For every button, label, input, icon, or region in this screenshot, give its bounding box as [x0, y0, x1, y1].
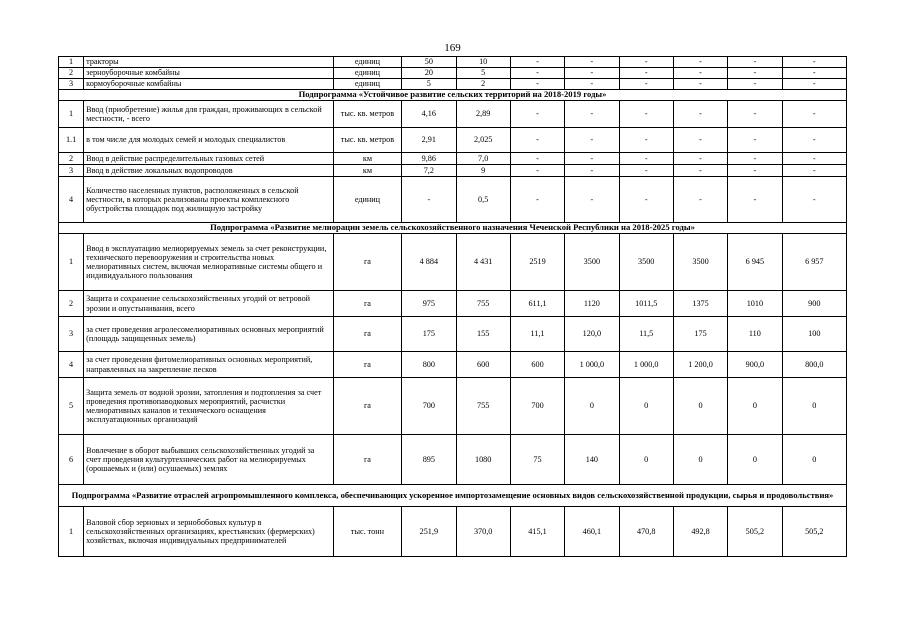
table-row: [59, 128, 847, 153]
value-cell: -: [728, 57, 782, 68]
value-cell: 0: [619, 435, 673, 485]
value-cell: 460,1: [565, 507, 619, 557]
value-cell: -: [565, 79, 619, 90]
value-cell: -: [782, 101, 846, 128]
value-cell: 900: [782, 291, 846, 317]
row-number: 1: [59, 507, 84, 557]
value-cell: 4 884: [402, 234, 456, 291]
value-cell: 110: [728, 317, 782, 352]
value-cell: -: [510, 79, 564, 90]
value-cell: 4 431: [456, 234, 510, 291]
indicator-name: Вовлечение в оборот выбывших сельскохозяйственных угодий за счет проведения культуртехнических работ на мелиорируемых (орошаемых и (или) осушаемых) землях: [84, 435, 334, 485]
value-cell: 11,5: [619, 317, 673, 352]
row-number: 3: [59, 165, 84, 177]
value-cell: 175: [673, 317, 727, 352]
value-cell: 175: [402, 317, 456, 352]
value-cell: 3500: [565, 234, 619, 291]
table-row: [59, 153, 847, 165]
indicator-name: за счет проведения фитомелиоративных основных мероприятий, направленных на закрепление песков: [84, 352, 334, 378]
unit-cell: га: [333, 317, 401, 352]
value-cell: -: [673, 79, 727, 90]
value-cell: -: [619, 153, 673, 165]
value-cell: -: [565, 177, 619, 223]
value-cell: 251,9: [402, 507, 456, 557]
value-cell: 1010: [728, 291, 782, 317]
table-row: [59, 435, 847, 485]
value-cell: 415,1: [510, 507, 564, 557]
value-cell: 1375: [673, 291, 727, 317]
indicator-name: Валовой сбор зерновых и зернобобовых культур в сельскохозяйственных организациях, крестьянских (фермерских) хозяйствах, включая индивидуальных предпринимателей: [84, 507, 334, 557]
value-cell: 700: [402, 378, 456, 435]
value-cell: 9,86: [402, 153, 456, 165]
value-cell: -: [728, 177, 782, 223]
value-cell: -: [728, 79, 782, 90]
value-cell: 370,0: [456, 507, 510, 557]
unit-cell: га: [333, 378, 401, 435]
section-header-row: [59, 485, 847, 507]
value-cell: 140: [565, 435, 619, 485]
value-cell: -: [782, 68, 846, 79]
value-cell: -: [673, 128, 727, 153]
row-number: 1: [59, 234, 84, 291]
value-cell: 470,8: [619, 507, 673, 557]
unit-cell: единиц: [333, 68, 401, 79]
value-cell: 755: [456, 291, 510, 317]
value-cell: -: [510, 68, 564, 79]
value-cell: 600: [510, 352, 564, 378]
unit-cell: тыс. тонн: [333, 507, 401, 557]
table-row: [59, 291, 847, 317]
value-cell: 1 200,0: [673, 352, 727, 378]
value-cell: 975: [402, 291, 456, 317]
value-cell: -: [673, 68, 727, 79]
unit-cell: единиц: [333, 79, 401, 90]
value-cell: 0: [728, 378, 782, 435]
value-cell: 611,1: [510, 291, 564, 317]
value-cell: 0: [782, 378, 846, 435]
value-cell: -: [510, 101, 564, 128]
value-cell: 10: [456, 57, 510, 68]
value-cell: 7,0: [456, 153, 510, 165]
value-cell: -: [565, 101, 619, 128]
value-cell: 75: [510, 435, 564, 485]
value-cell: -: [728, 68, 782, 79]
value-cell: -: [510, 57, 564, 68]
value-cell: -: [782, 153, 846, 165]
value-cell: -: [673, 177, 727, 223]
value-cell: 120,0: [565, 317, 619, 352]
value-cell: 2,025: [456, 128, 510, 153]
value-cell: 1080: [456, 435, 510, 485]
value-cell: -: [619, 165, 673, 177]
value-cell: 0: [673, 378, 727, 435]
value-cell: 6 957: [782, 234, 846, 291]
value-cell: 3500: [619, 234, 673, 291]
value-cell: -: [728, 153, 782, 165]
value-cell: -: [673, 57, 727, 68]
value-cell: 2,89: [456, 101, 510, 128]
indicator-name: в том числе для молодых семей и молодых специалистов: [84, 128, 334, 153]
unit-cell: га: [333, 352, 401, 378]
value-cell: 600: [456, 352, 510, 378]
value-cell: 895: [402, 435, 456, 485]
unit-cell: га: [333, 234, 401, 291]
indicator-name: Ввод в действие локальных водопроводов: [84, 165, 334, 177]
value-cell: -: [619, 68, 673, 79]
value-cell: -: [619, 57, 673, 68]
section-title: Подпрограмма «Устойчивое развитие сельских территорий на 2018-2019 годы»: [59, 90, 847, 101]
value-cell: 800: [402, 352, 456, 378]
value-cell: 50: [402, 57, 456, 68]
table-row: [59, 234, 847, 291]
value-cell: 11,1: [510, 317, 564, 352]
row-number: 4: [59, 177, 84, 223]
table-row: [59, 68, 847, 79]
value-cell: -: [782, 57, 846, 68]
value-cell: 2,91: [402, 128, 456, 153]
value-cell: -: [673, 165, 727, 177]
value-cell: -: [782, 177, 846, 223]
value-cell: -: [728, 101, 782, 128]
value-cell: 900,0: [728, 352, 782, 378]
row-number: 5: [59, 378, 84, 435]
value-cell: -: [728, 128, 782, 153]
value-cell: 505,2: [782, 507, 846, 557]
value-cell: 0,5: [456, 177, 510, 223]
value-cell: 1120: [565, 291, 619, 317]
value-cell: 2519: [510, 234, 564, 291]
value-cell: 20: [402, 68, 456, 79]
value-cell: -: [565, 153, 619, 165]
table-row: [59, 352, 847, 378]
page-number: 169: [444, 42, 461, 54]
table-row: [59, 57, 847, 68]
value-cell: -: [619, 177, 673, 223]
section-header-row: [59, 223, 847, 234]
value-cell: -: [619, 101, 673, 128]
value-cell: 2: [456, 79, 510, 90]
row-number: 1: [59, 101, 84, 128]
value-cell: 100: [782, 317, 846, 352]
value-cell: 0: [728, 435, 782, 485]
value-cell: -: [565, 128, 619, 153]
value-cell: -: [565, 57, 619, 68]
row-number: 3: [59, 317, 84, 352]
row-number: 2: [59, 291, 84, 317]
row-number: 2: [59, 153, 84, 165]
value-cell: 155: [456, 317, 510, 352]
indicator-name: Защита и сохранение сельскохозяйственных угодий от ветровой эрозии и опустынивания, всего: [84, 291, 334, 317]
value-cell: 505,2: [728, 507, 782, 557]
indicator-name: тракторы: [84, 57, 334, 68]
row-number: 1: [59, 57, 84, 68]
unit-cell: га: [333, 435, 401, 485]
value-cell: 7,2: [402, 165, 456, 177]
value-cell: -: [782, 165, 846, 177]
unit-cell: единиц: [333, 177, 401, 223]
table-row: [59, 101, 847, 128]
value-cell: 0: [565, 378, 619, 435]
value-cell: 700: [510, 378, 564, 435]
value-cell: 492,8: [673, 507, 727, 557]
value-cell: 1 000,0: [619, 352, 673, 378]
unit-cell: тыс. кв. метров: [333, 101, 401, 128]
indicator-name: Количество населенных пунктов, расположенных в сельской местности, в которых реализованы проекты комплексного обустройства площадок под жилищную застройку: [84, 177, 334, 223]
value-cell: -: [673, 153, 727, 165]
table-row: [59, 378, 847, 435]
value-cell: -: [510, 153, 564, 165]
table-row: [59, 507, 847, 557]
value-cell: -: [565, 165, 619, 177]
section-title: Подпрограмма «Развитие мелиорации земель сельскохозяйственного назначения Чеченской Республики на 2018-2025 годы»: [59, 223, 847, 234]
value-cell: 9: [456, 165, 510, 177]
value-cell: -: [402, 177, 456, 223]
value-cell: -: [782, 79, 846, 90]
value-cell: 5: [402, 79, 456, 90]
value-cell: -: [619, 79, 673, 90]
indicator-name: Ввод в действие распределительных газовых сетей: [84, 153, 334, 165]
unit-cell: тыс. кв. метров: [333, 128, 401, 153]
value-cell: 1011,5: [619, 291, 673, 317]
value-cell: -: [565, 68, 619, 79]
indicator-name: кормоуборочные комбайны: [84, 79, 334, 90]
value-cell: 1 000,0: [565, 352, 619, 378]
indicator-name: за счет проведения агролесомелиоративных основных мероприятий (площадь защищенных земель): [84, 317, 334, 352]
indicators-table: [58, 56, 847, 557]
value-cell: 0: [673, 435, 727, 485]
row-number: 1.1: [59, 128, 84, 153]
value-cell: -: [782, 128, 846, 153]
row-number: 2: [59, 68, 84, 79]
value-cell: -: [619, 128, 673, 153]
indicator-name: Ввод (приобретение) жилья для граждан, проживающих в сельской местности, - всего: [84, 101, 334, 128]
value-cell: 5: [456, 68, 510, 79]
value-cell: -: [510, 128, 564, 153]
table-row: [59, 79, 847, 90]
value-cell: 755: [456, 378, 510, 435]
value-cell: 3500: [673, 234, 727, 291]
unit-cell: единиц: [333, 57, 401, 68]
value-cell: -: [510, 165, 564, 177]
value-cell: 4,16: [402, 101, 456, 128]
section-header-row: [59, 90, 847, 101]
section-title: Подпрограмма «Развитие отраслей агропромышленного комплекса, обеспечивающих ускоренное импортозамещение основных видов сельскохозяйственной продукции, сырья и продовольствия»: [59, 485, 847, 507]
value-cell: 0: [782, 435, 846, 485]
unit-cell: км: [333, 165, 401, 177]
row-number: 4: [59, 352, 84, 378]
table-row: [59, 317, 847, 352]
indicator-name: Ввод в эксплуатацию мелиорируемых земель за счет реконструкции, технического перевооружения и строительства новых мелиоративных систем, включая мелиоративные системы общего и индивидуального пользования: [84, 234, 334, 291]
table-row: [59, 165, 847, 177]
value-cell: 6 945: [728, 234, 782, 291]
row-number: 6: [59, 435, 84, 485]
value-cell: -: [510, 177, 564, 223]
value-cell: -: [728, 165, 782, 177]
value-cell: 0: [619, 378, 673, 435]
value-cell: -: [673, 101, 727, 128]
unit-cell: га: [333, 291, 401, 317]
unit-cell: км: [333, 153, 401, 165]
table-row: [59, 177, 847, 223]
indicator-name: зерноуборочные комбайны: [84, 68, 334, 79]
indicator-name: Защита земель от водной эрозии, затопления и подтопления за счет проведения противопаводковых мероприятий, расчистки мелиоративных каналов и технического оснащения эксплуатационных организаций: [84, 378, 334, 435]
value-cell: 800,0: [782, 352, 846, 378]
row-number: 3: [59, 79, 84, 90]
